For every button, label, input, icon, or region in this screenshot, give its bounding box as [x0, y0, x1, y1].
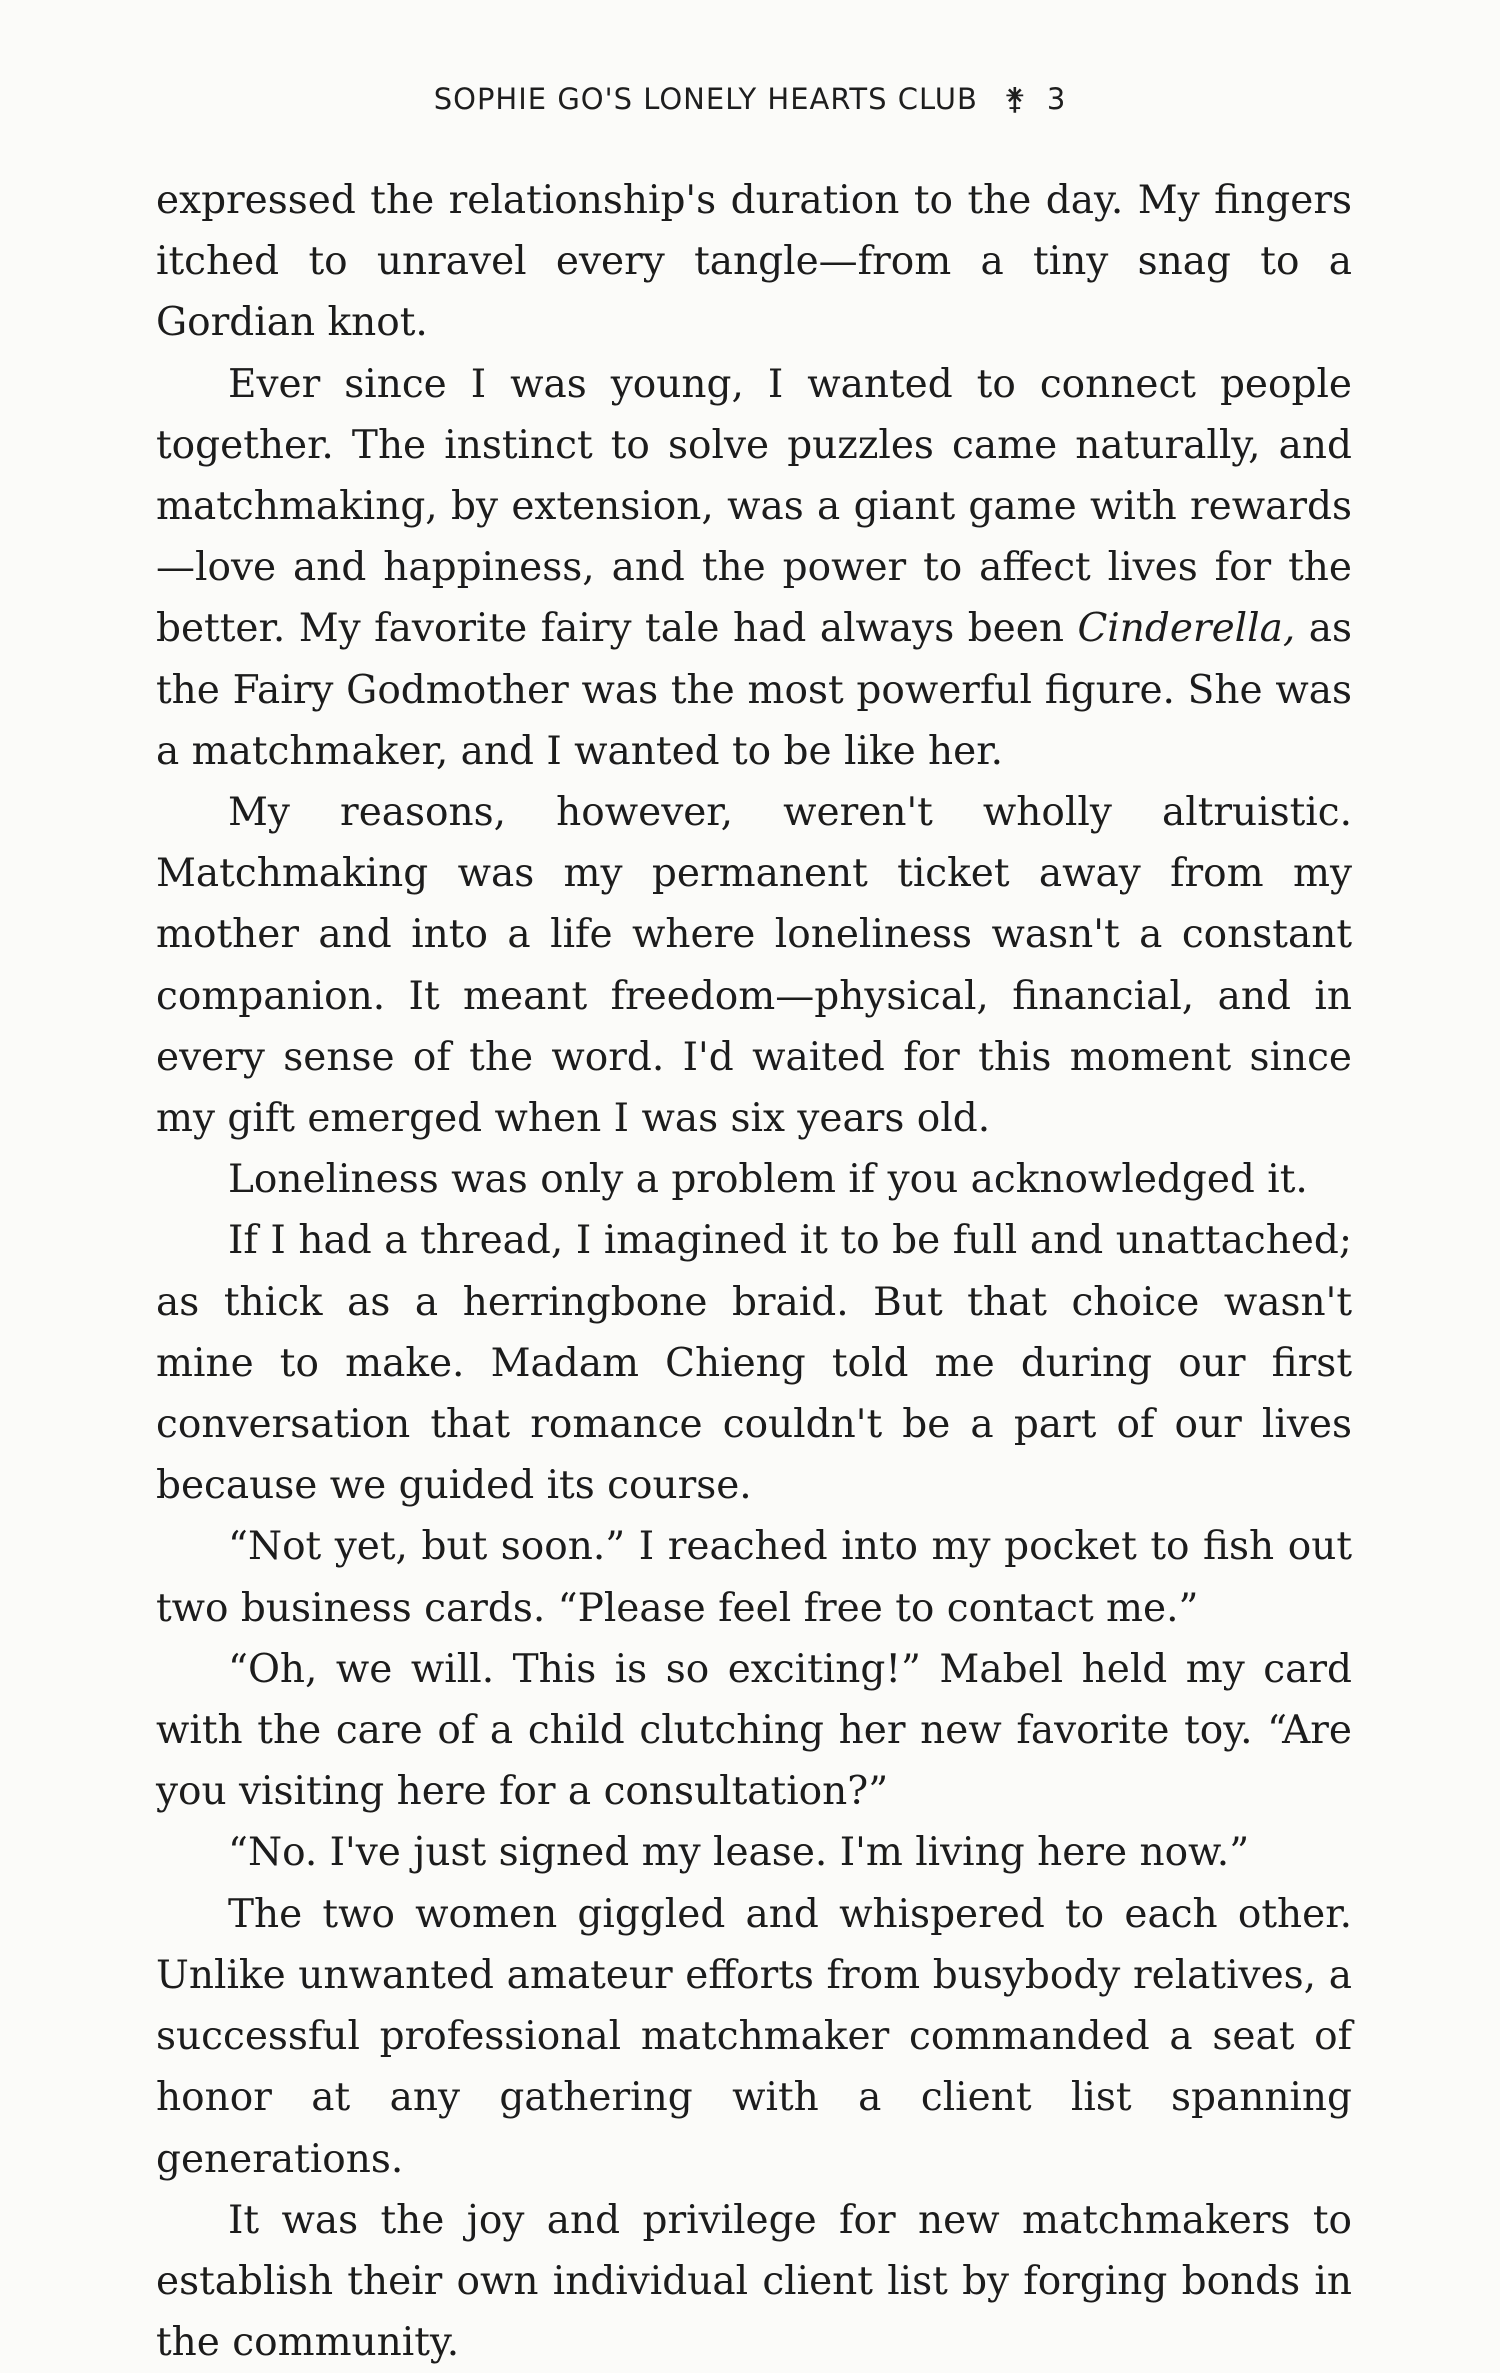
ornament-icon: ⚵ — [1003, 82, 1027, 117]
paragraph-continued: expressed the relationship's duration to the day. My fingers itched to unravel every tangle—from a tiny snag to a Gordian knot. — [156, 178, 1352, 346]
paragraph: It was the joy and privilege for new matchmakers to establish their own individual client list by forging bonds in the community. — [156, 2197, 1352, 2366]
paragraph: “Oh, we will. This is so exciting!” Mabel held my card with the care of a child clutching her new favorite toy. “Are you visiting here for a consultation?” — [156, 1646, 1352, 1815]
paragraph: Loneliness was only a problem if you acknowledged it. — [228, 1157, 1308, 1203]
paragraph: The two women giggled and whispered to each other. Unlike unwanted amateur efforts from busybody relatives, a successful professional matchmaker commanded a seat of honor at any gathering with a client list spanning generations. — [156, 1891, 1352, 2182]
paragraph-text: as the Fairy Godmother was the most powerful figure. She was a matchmaker, and I wanted to be like her. — [156, 606, 1353, 774]
body-text — [156, 170, 1352, 2373]
paragraph: If I had a thread, I imagined it to be full and unattached; as thick as a herringbone braid. But that choice wasn't mine to make. Madam Chieng told me during our first conversation that romance couldn't be a part of our lives because we guided its course. — [156, 1218, 1352, 1509]
running-head — [0, 82, 1500, 117]
paragraph: “No. I've just signed my lease. I'm living here now.” — [228, 1830, 1250, 1876]
paragraph: “Not yet, but soon.” I reached into my pocket to fish out two business cards. “Please feel free to contact me.” — [156, 1524, 1352, 1631]
paragraph: My reasons, however, weren't wholly altruistic. Matchmaking was my permanent ticket away from my mother and into a life where loneliness wasn't a constant companion. It meant freedom—physical, financial, and in every sense of the word. I'd waited for this moment since my gift emerged when I was six years old. — [156, 790, 1352, 1142]
running-head-title: SOPHIE GO'S LONELY HEARTS CLUB — [433, 82, 978, 116]
paragraph-text: Ever since I was young, I wanted to connect people together. The instinct to solve puzzles came naturally, and matchmaking, by extension, was a giant game with rewards—love and happiness, and the power to affect lives for the better. My favorite fairy tale had always been — [156, 361, 1352, 652]
book-title-italic: Cinderella, — [1077, 606, 1296, 652]
paragraph-cinderella — [156, 354, 1352, 782]
page-number: 3 — [1046, 82, 1067, 116]
